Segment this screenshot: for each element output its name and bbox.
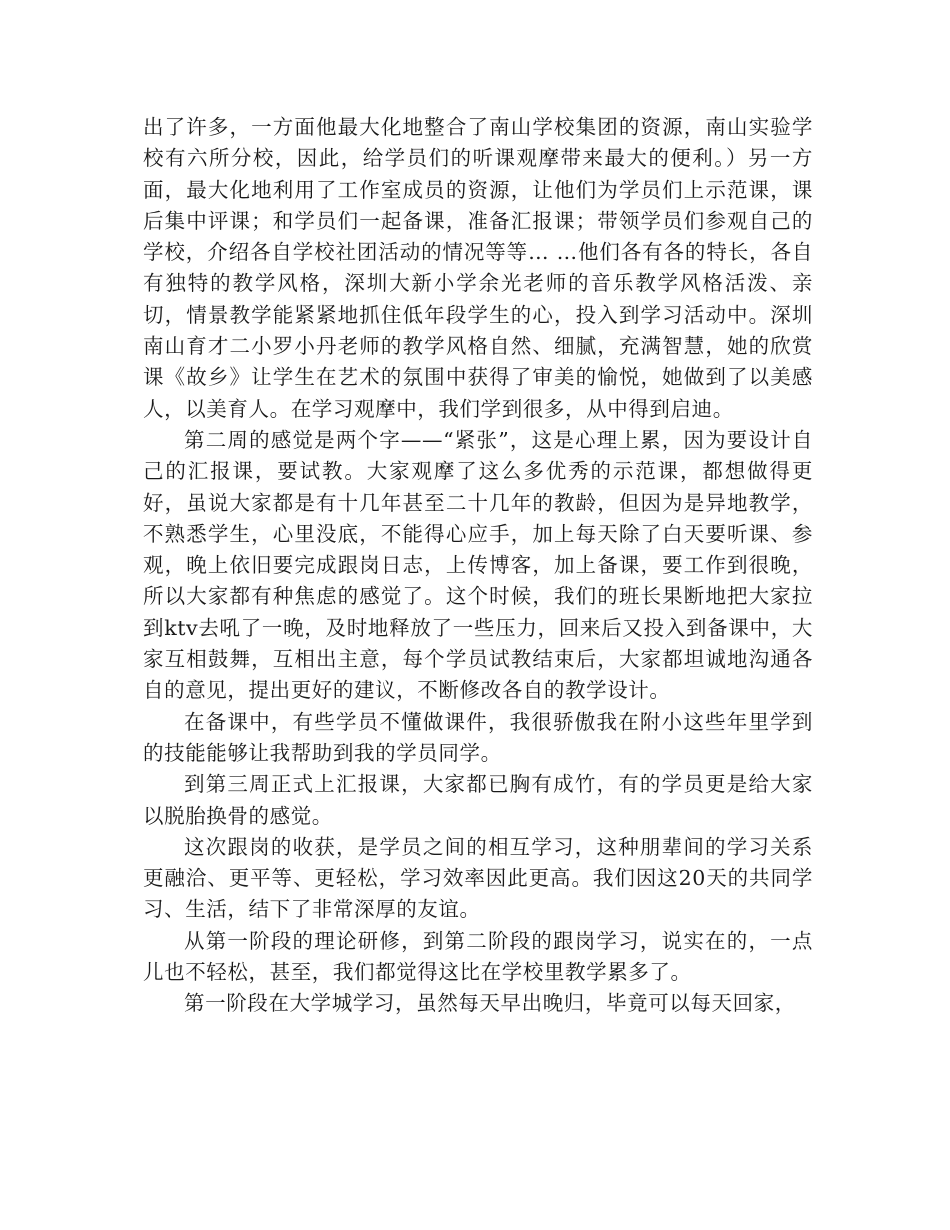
paragraph-5: 这次跟岗的收获，是学员之间的相互学习，这种朋辈间的学习关系更融洽、更平等、更轻松，学习效率因此更高。我们因这20天的共同学习、生活，结下了非常深厚的友谊。 (143, 834, 813, 922)
paragraph-3: 在备课中，有些学员不懂做课件，我很骄傲我在附小这些年里学到的技能能够让我帮助到我的学员同学。 (143, 709, 813, 765)
paragraph-2: 第二周的感觉是两个字——“紧张”，这是心理上累，因为要设计自己的汇报课，要试教。大家观摩了这么多优秀的示范课，都想做得更好，虽说大家都是有十几年甚至二十几年的教龄，但因为是异地教学，不熟悉学生，心里没底，不能得心应手，加上每天除了白天要听课、参观，晚上依旧要完成跟岗日志，上传博客，加上备课，要工作到很晚，所以大家都有种焦虑的感觉了。这个时候，我们的班长果断地把大家拉到ktv去吼了一晚，及时地释放了一些压力，回来后又投入到备课中，大家互相鼓舞，互相出主意，每个学员试教结束后，大家都坦诚地沟通各自的意见，提出更好的建议，不断修改各自的教学设计。 (143, 427, 813, 703)
paragraph-1: 出了许多，一方面他最大化地整合了南山学校集团的资源，南山实验学校有六所分校，因此，给学员们的听课观摩带来最大的便利。）另一方面，最大化地利用了工作室成员的资源，让他们为学员们上示范课，课后集中评课；和学员们一起备课，准备汇报课；带领学员们参观自己的学校，介绍各自学校社团活动的情况等等… …他们各有各的特长，各自有独特的教学风格，深圳大新小学余光老师的音乐教学风格活泼、亲切，情景教学能紧紧地抓住低年段学生的心，投入到学习活动中。深圳南山育才二小罗小丹老师的教学风格自然、细腻，充满智慧，她的欣赏课《故乡》让学生在艺术的氛围中获得了审美的愉悦，她做到了以美感人，以美育人。在学习观摩中，我们学到很多，从中得到启迪。 (143, 115, 813, 421)
document-body (143, 112, 813, 1020)
paragraph-4: 到第三周正式上汇报课，大家都已胸有成竹，有的学员更是给大家以脱胎换骨的感觉。 (143, 772, 813, 828)
paragraph-7: 第一阶段在大学城学习，虽然每天早出晚归，毕竟可以每天回家， (184, 991, 796, 1016)
paragraph-6: 从第一阶段的理论研修，到第二阶段的跟岗学习，说实在的，一点儿也不轻松，甚至，我们都觉得这比在学校里教学累多了。 (143, 928, 813, 985)
